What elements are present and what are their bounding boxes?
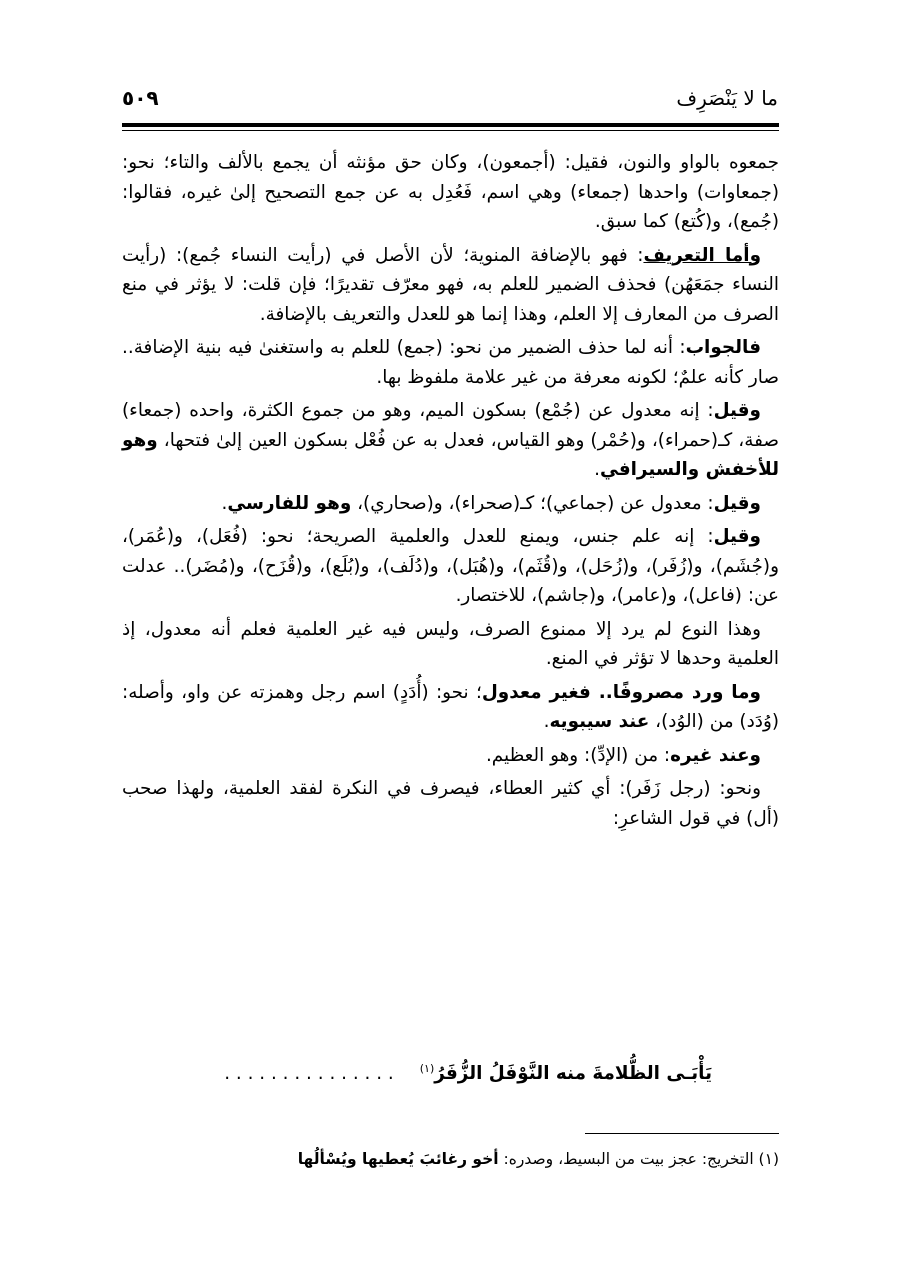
paragraph-emphasis: وقيل: [713, 526, 761, 547]
paragraph-text: ونحو: (رجل زَفَر): أي كثير العطاء، فيصرف في النكرة لفقد العلمية، ولهذا صحب (أل) في قول الشاعرِ:: [122, 778, 779, 829]
chapter-title: ما لا يَنْصَرِف: [676, 86, 778, 110]
paragraph-text: : فهو بالإضافة المنوية؛ لأن الأصل في (رأيت النساء جُمع): (رأيت النساء جمَعَهُن) فحذف الضمير للعلم به، فهو معرّف تقديرًا؛ فإن قلت: لا يؤثر في منع الصرف من المعارف إلا العلم، وهذا إنما هو للعدل والتعريف بالإضافة.: [122, 244, 779, 325]
verse-text: يَأْبَـى الظُّلامةَ منه النَّوْفَلُ الزُّفَرُ: [434, 1063, 712, 1085]
paragraph-emphasis: وهو للفارسي: [227, 492, 352, 514]
verse-dots: . . . . . . . . . . . . . . .: [224, 1063, 394, 1085]
paragraph: [122, 396, 779, 485]
verse-line: [192, 1062, 712, 1084]
paragraph-text: : أنه لما حذف الضمير من نحو: (جمع) للعلم به واستغنىٰ فيه بنية الإضافة.. صار كأنه علمٌ؛ لكونه معرفة من غير علامة ملفوظ بها.: [122, 337, 779, 388]
paragraph-emphasis: وعند غيره: [670, 744, 761, 766]
paragraph-emphasis: وقيل: [713, 492, 761, 514]
footnote-marker: (١): [419, 1062, 435, 1075]
paragraph-emphasis: وقيل: [713, 400, 761, 421]
footnote: [122, 1147, 779, 1171]
paragraph: [122, 774, 779, 833]
paragraph: [122, 522, 779, 611]
paragraph-emphasis: فالجواب: [685, 337, 761, 358]
paragraph-emphasis: عند سيبويه: [549, 711, 650, 732]
paragraph: [122, 148, 779, 237]
paragraph-emphasis: وما ورد مصروفًا.. فغير معدول: [481, 681, 761, 703]
header-rule-thick: [122, 123, 779, 127]
paragraph-text: جمعوه بالواو والنون، فقيل: (أجمعون)، وكان حق مؤنثه أن يجمع بالألف والتاء؛ نحو: (جمعاوات) واحدها (جمعاء) وهي اسم، فَعُدِل به عن جمع التصحيح إلىٰ غيره، فقالوا: (جُمع)، و(كُتع) كما سبق.: [122, 152, 779, 232]
paragraph-text: : من (الإدِّ): وهو العظيم.: [485, 744, 671, 766]
paragraph: [122, 489, 779, 519]
main-text: [122, 148, 779, 837]
paragraph: [122, 333, 779, 392]
running-header: [122, 82, 778, 122]
paragraph-text: .: [543, 711, 550, 732]
footnote-separator: [585, 1133, 779, 1134]
paragraph-text: .: [594, 459, 600, 480]
paragraph-text: وهذا النوع لم يرد إلا ممنوع الصرف، وليس فيه غير العلمية فعلم أنه معدول، إذ العلمية وحدها لا تؤثر في المنع.: [122, 618, 779, 669]
paragraph: [122, 615, 779, 674]
header-rule-thin: [122, 130, 779, 131]
footnote-verse: أخو رغائبَ يُعطيها ويُسْألُها: [297, 1150, 499, 1168]
footnote-text: (١) التخريج: عجز بيت من البسيط، وصدره:: [498, 1150, 779, 1168]
page-number: ٥٠٩: [122, 86, 159, 110]
paragraph-text: ؛ نحو: (أُدَدٍ) اسم رجل وهمزته عن واو، وأصله: (وُدَد) من (الوُد)،: [122, 681, 779, 732]
paragraph-emphasis: وأما التعريف: [643, 244, 761, 266]
paragraph-emphasis: وهو للأخفش والسيرافي: [122, 429, 779, 480]
paragraph-text: : إنه علم جنس، ويمنع للعدل والعلمية الصريحة؛ نحو: (فُعَل)، و(عُمَر)، و(جُشَم)، و(زُفَر)، و(زُحَل)، و(قُثَم)، و(هُبَل)، و(دُلَف)، و(بُلَع)، و(قُزَح)، و(مُضَر).. عدلت عن: (فاعل)، و(عامر)، و(جاشم)، للاختصار.: [122, 526, 779, 606]
paragraph: [122, 741, 779, 771]
paragraph-text: : معدول عن (جماعي)؛ كـ(صحراء)، و(صحاري)،: [351, 492, 714, 514]
paragraph-text: : إنه معدول عن (جُمْع) بسكون الميم، وهو من جموع الكثرة، واحده (جمعاء) صفة، كـ(حمراء)، و(حُمْر) وهو القياس، فعدل به عن فُعْل بسكون العين إلىٰ فتحها،: [122, 400, 779, 451]
paragraph: [122, 241, 779, 330]
paragraph: [122, 678, 779, 737]
paragraph-text: .: [221, 492, 228, 514]
